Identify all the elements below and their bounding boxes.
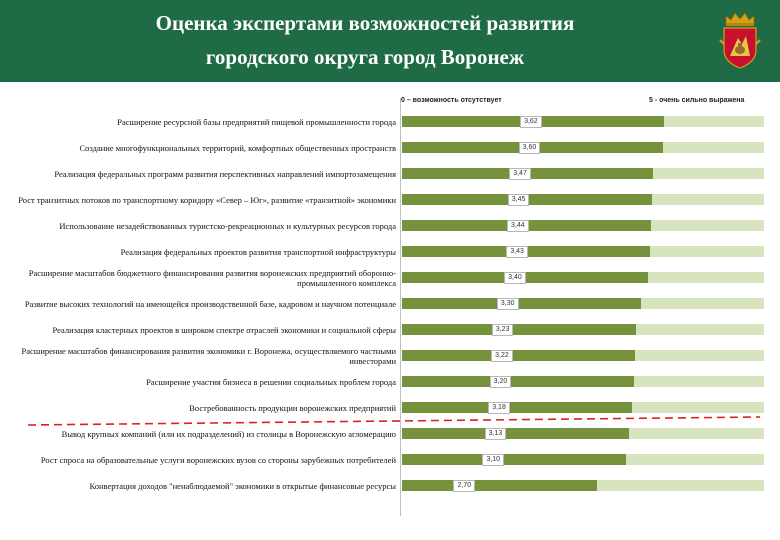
data-label: 3,43 <box>506 246 528 258</box>
data-label: 3,60 <box>519 142 541 154</box>
category-label: Востребованность продукции воронежских предприятий <box>189 402 396 413</box>
scale-max-label: 5 - очень сильно выражена <box>649 97 745 104</box>
data-label: 3,44 <box>507 220 529 232</box>
data-label: 3,10 <box>482 454 504 466</box>
scale-min-label: 0 – возможность отсутствует <box>401 97 502 104</box>
category-label: Реализация федеральных программ развития перспективных направлений импортозамещения <box>54 168 396 179</box>
cutoff-line-layer <box>0 82 780 540</box>
header-banner <box>0 0 780 82</box>
cutoff-dashed-line <box>28 417 760 425</box>
category-label: Развитие высоких технологий на имеющейся производственной базе, кадровом и научном потенциале <box>24 298 396 309</box>
title-line-1: Оценка экспертами возможностей развития <box>155 11 575 35</box>
data-label: 3,40 <box>504 272 526 284</box>
category-label: Использование незадействованных туристско-рекреационных и культурных ресурсов города <box>59 220 396 231</box>
voronezh-coat-of-arms-icon <box>718 10 762 70</box>
category-label: Реализация федеральных проектов развития транспортной инфраструктуры <box>120 246 396 257</box>
data-label: 3,18 <box>488 402 510 414</box>
data-label: 3,23 <box>492 324 514 336</box>
data-label: 3,13 <box>485 428 507 440</box>
category-label: Расширение ресурсной базы предприятий пищевой промышленности города <box>117 116 396 127</box>
bar-chart <box>0 82 780 540</box>
page-title <box>0 6 730 74</box>
category-label: Расширение масштабов бюджетного финансирования развития воронежских предприятий оборонно-промышленного комплекса <box>28 267 396 288</box>
category-label: Расширение участия бизнеса в решении социальных проблем города <box>146 376 396 387</box>
data-label: 3,22 <box>491 350 513 362</box>
data-label: 2,70 <box>453 480 475 492</box>
data-label: 3,20 <box>490 376 512 388</box>
data-label: 3,47 <box>509 168 531 180</box>
category-label: Расширение масштабов финансирования развития экономики г. Воронежа, осуществляемого частными инвесторами <box>21 345 396 366</box>
category-label: Конвертация доходов "ненаблюдаемой" экономики в открытые финансовые ресурсы <box>89 480 396 491</box>
data-label: 3,62 <box>520 116 542 128</box>
category-label: Реализация кластерных проектов в широком спектре отраслей экономики и социальной сферы <box>52 324 396 335</box>
category-label: Рост транзитных потоков по транспортному коридору «Север – Юг», развитие «транзитной» экономики <box>18 194 396 205</box>
category-label: Рост спроса на образовательные услуги воронежских вузов со стороны зарубежных потребителей <box>40 454 396 465</box>
category-label: Создание многофункциональных территорий, комфортных общественных пространств <box>79 142 396 153</box>
data-label: 3,30 <box>497 298 519 310</box>
data-label: 3,45 <box>508 194 530 206</box>
title-line-2: городского округа город Воронеж <box>205 45 525 69</box>
category-label: Вывод крупных компаний (или их подразделений) из столицы в Воронежскую агломерацию <box>61 428 396 439</box>
